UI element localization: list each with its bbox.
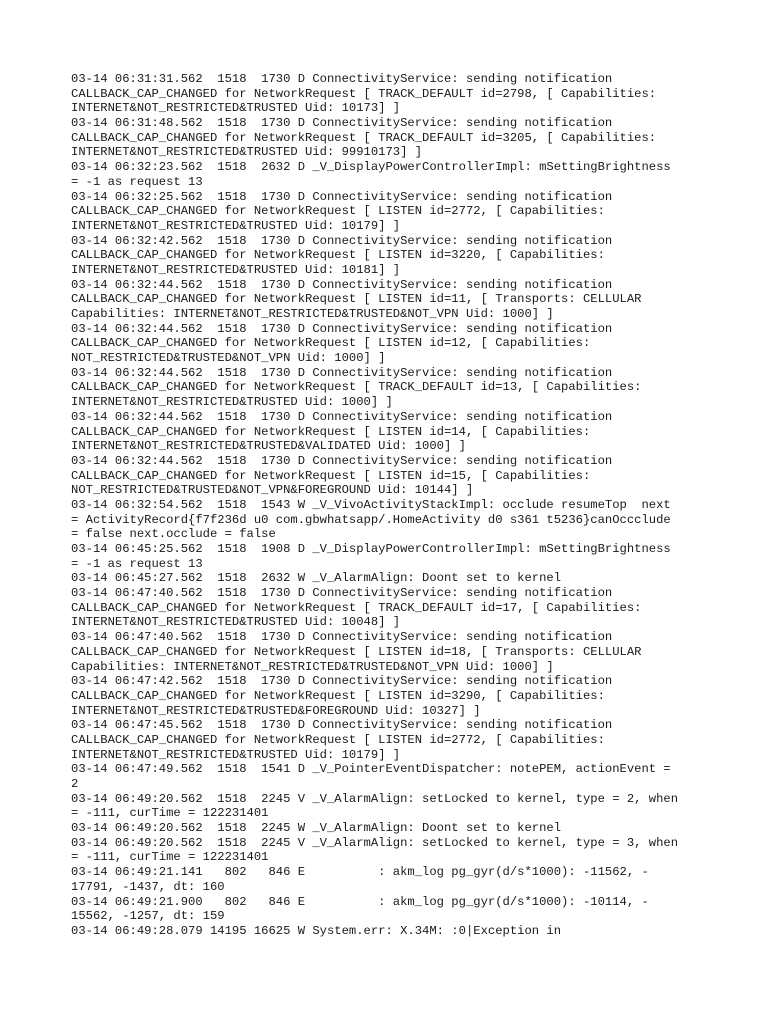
- log-line: 03-14 06:49:20.562 1518 2245 V _V_AlarmAlign: setLocked to kernel, type = 2, when: [71, 791, 679, 806]
- log-line: INTERNET&NOT_RESTRICTED&TRUSTED&FOREGROUND Uid: 10327] ]: [71, 703, 481, 718]
- log-line: 03-14 06:49:21.141 802 846 E : akm_log pg_gyr(d/s*1000): -11562, -: [71, 865, 649, 880]
- log-line: 03-14 06:32:25.562 1518 1730 D ConnectivityService: sending notification: [71, 189, 613, 204]
- log-line: CALLBACK_CAP_CHANGED for NetworkRequest [ TRACK_DEFAULT id=3205, [ Capabilities:: [71, 130, 657, 145]
- log-line: 03-14 06:32:23.562 1518 2632 D _V_DisplayPowerControllerImpl: mSettingBrightness: [71, 160, 671, 175]
- log-line: 03-14 06:31:48.562 1518 1730 D ConnectivityService: sending notification: [71, 116, 613, 131]
- log-line: CALLBACK_CAP_CHANGED for NetworkRequest [ LISTEN id=3220, [ Capabilities:: [71, 248, 605, 263]
- log-line: CALLBACK_CAP_CHANGED for NetworkRequest [ LISTEN id=18, [ Transports: CELLULAR: [71, 644, 642, 659]
- log-line: CALLBACK_CAP_CHANGED for NetworkRequest [ LISTEN id=11, [ Transports: CELLULAR: [71, 292, 642, 307]
- log-line: CALLBACK_CAP_CHANGED for NetworkRequest [ LISTEN id=2772, [ Capabilities:: [71, 732, 605, 747]
- log-line: 03-14 06:47:42.562 1518 1730 D ConnectivityService: sending notification: [71, 674, 613, 689]
- log-line: Capabilities: INTERNET&NOT_RESTRICTED&TRUSTED&NOT_VPN Uid: 1000] ]: [71, 307, 554, 321]
- log-line: CALLBACK_CAP_CHANGED for NetworkRequest [ LISTEN id=3290, [ Capabilities:: [71, 688, 605, 703]
- log-line: 03-14 06:47:45.562 1518 1730 D ConnectivityService: sending notification: [71, 718, 613, 733]
- log-line: 15562, -1257, dt: 159: [71, 909, 225, 924]
- log-line: 03-14 06:47:40.562 1518 1730 D ConnectivityService: sending notification: [71, 586, 613, 601]
- log-line: CALLBACK_CAP_CHANGED for NetworkRequest [ TRACK_DEFAULT id=2798, [ Capabilities:: [71, 86, 657, 101]
- log-line: CALLBACK_CAP_CHANGED for NetworkRequest [ TRACK_DEFAULT id=13, [ Capabilities:: [71, 380, 642, 395]
- log-line: 03-14 06:49:28.079 14195 16625 W System.err: X.34M: :0|Exception in: [71, 923, 562, 938]
- log-line: INTERNET&NOT_RESTRICTED&TRUSTED Uid: 99910173] ]: [71, 145, 423, 160]
- log-line: INTERNET&NOT_RESTRICTED&TRUSTED Uid: 10173] ]: [71, 101, 401, 116]
- log-line: INTERNET&NOT_RESTRICTED&TRUSTED Uid: 10179] ]: [71, 747, 401, 762]
- log-line: 03-14 06:45:25.562 1518 1908 D _V_DisplayPowerControllerImpl: mSettingBrightness: [71, 542, 671, 556]
- log-line: CALLBACK_CAP_CHANGED for NetworkRequest [ LISTEN id=2772, [ Capabilities:: [71, 204, 605, 219]
- log-line: INTERNET&NOT_RESTRICTED&TRUSTED Uid: 10181] ]: [71, 262, 401, 277]
- log-line: CALLBACK_CAP_CHANGED for NetworkRequest [ TRACK_DEFAULT id=17, [ Capabilities:: [71, 600, 642, 615]
- log-document: [71, 72, 711, 939]
- log-line: 03-14 06:32:44.562 1518 1730 D ConnectivityService: sending notification: [71, 409, 613, 424]
- log-line: 03-14 06:32:44.562 1518 1730 D ConnectivityService: sending notification: [71, 365, 613, 380]
- log-line: 03-14 06:49:20.562 1518 2245 W _V_AlarmAlign: Doont set to kernel: [71, 821, 562, 836]
- log-line: 03-14 06:32:54.562 1518 1543 W _V_VivoActivityStackImpl: occlude resumeTop next: [71, 497, 671, 512]
- log-line: 03-14 06:32:44.562 1518 1730 D ConnectivityService: sending notification: [71, 453, 613, 468]
- log-line: 03-14 06:49:20.562 1518 2245 V _V_AlarmAlign: setLocked to kernel, type = 3, when: [71, 835, 679, 850]
- log-line: NOT_RESTRICTED&TRUSTED&NOT_VPN&FOREGROUND Uid: 10144] ]: [71, 483, 474, 498]
- log-line: = -111, curTime = 122231401: [71, 850, 269, 865]
- log-line: = -1 as request 13: [71, 556, 203, 571]
- log-line: CALLBACK_CAP_CHANGED for NetworkRequest [ LISTEN id=14, [ Capabilities:: [71, 424, 591, 439]
- log-line: INTERNET&NOT_RESTRICTED&TRUSTED Uid: 1000] ]: [71, 395, 393, 410]
- log-line: 03-14 06:32:44.562 1518 1730 D ConnectivityService: sending notification: [71, 321, 613, 336]
- log-line: 03-14 06:32:44.562 1518 1730 D ConnectivityService: sending notification: [71, 277, 613, 292]
- log-line: 17791, -1437, dt: 160: [71, 879, 225, 894]
- log-line: = -1 as request 13: [71, 174, 203, 189]
- log-line: INTERNET&NOT_RESTRICTED&TRUSTED&VALIDATED Uid: 1000] ]: [71, 439, 466, 454]
- log-line: 03-14 06:49:21.900 802 846 E : akm_log pg_gyr(d/s*1000): -10114, -: [71, 894, 649, 909]
- log-line: 2: [71, 777, 79, 791]
- log-line: NOT_RESTRICTED&TRUSTED&NOT_VPN Uid: 1000] ]: [71, 351, 386, 366]
- log-line: INTERNET&NOT_RESTRICTED&TRUSTED Uid: 10179] ]: [71, 218, 401, 233]
- log-line: = ActivityRecord{f7f236d u0 com.gbwhatsapp/.HomeActivity d0 s361 t5236}canOccclude: [71, 512, 671, 527]
- log-line: = false next.occlude = false: [71, 527, 276, 542]
- log-line: 03-14 06:45:27.562 1518 2632 W _V_AlarmAlign: Doont set to kernel: [71, 571, 562, 586]
- log-line: 03-14 06:32:42.562 1518 1730 D ConnectivityService: sending notification: [71, 233, 613, 248]
- log-line: = -111, curTime = 122231401: [71, 806, 269, 821]
- log-line: INTERNET&NOT_RESTRICTED&TRUSTED Uid: 10048] ]: [71, 615, 401, 630]
- log-line: CALLBACK_CAP_CHANGED for NetworkRequest [ LISTEN id=15, [ Capabilities:: [71, 468, 591, 483]
- log-line: 03-14 06:47:49.562 1518 1541 D _V_PointerEventDispatcher: notePEM, actionEvent =: [71, 762, 671, 777]
- log-line: 03-14 06:31:31.562 1518 1730 D ConnectivityService: sending notification: [71, 72, 613, 86]
- log-lines: [71, 72, 711, 939]
- log-line: Capabilities: INTERNET&NOT_RESTRICTED&TRUSTED&NOT_VPN Uid: 1000] ]: [71, 659, 554, 674]
- log-line: CALLBACK_CAP_CHANGED for NetworkRequest [ LISTEN id=12, [ Capabilities:: [71, 336, 591, 351]
- log-line: 03-14 06:47:40.562 1518 1730 D ConnectivityService: sending notification: [71, 630, 613, 645]
